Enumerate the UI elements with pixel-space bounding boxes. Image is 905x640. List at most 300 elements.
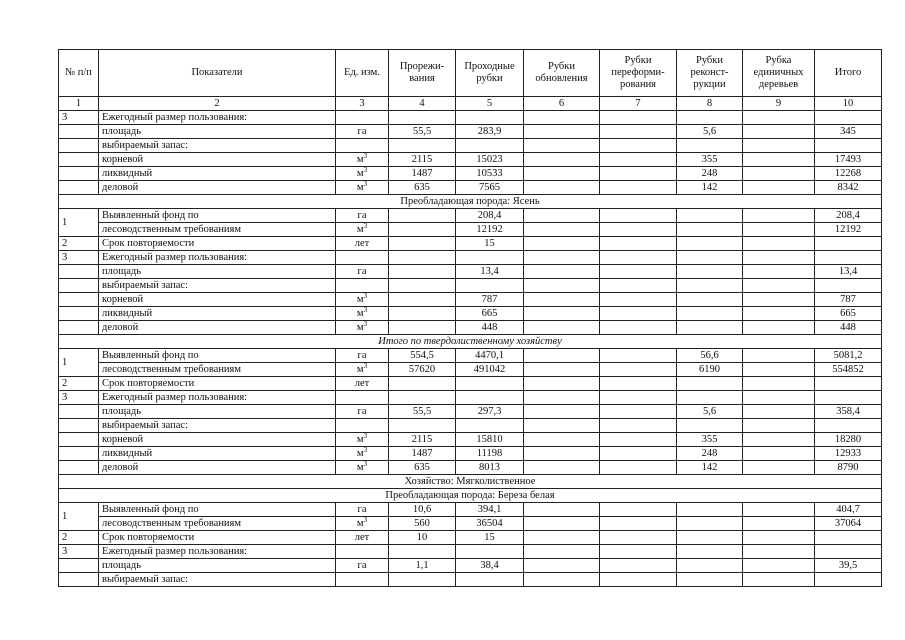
unit-cell: $м^3$ — [336, 167, 389, 181]
indicator-name: ликвидный — [99, 307, 336, 321]
value-cell — [524, 531, 600, 545]
unit-cell: лет — [336, 531, 389, 545]
value-cell — [600, 559, 677, 573]
value-cell: 208,4 — [815, 209, 882, 223]
unit-cell: га — [336, 503, 389, 517]
value-cell: 5081,2 — [815, 349, 882, 363]
table-row — [59, 251, 882, 265]
value-cell — [743, 545, 815, 559]
value-cell — [743, 433, 815, 447]
value-cell: 1487 — [389, 167, 456, 181]
indicator-name: выбираемый запас: — [99, 573, 336, 587]
value-cell — [677, 531, 743, 545]
value-cell — [524, 125, 600, 139]
indicator-name: Срок повторяемости — [99, 237, 336, 251]
unit-superscript: 3 — [363, 432, 368, 440]
value-cell: 38,4 — [456, 559, 524, 573]
indicator-name: ликвидный — [99, 447, 336, 461]
indicator-name: ликвидный — [99, 167, 336, 181]
value-cell — [677, 419, 743, 433]
value-cell — [743, 559, 815, 573]
value-cell — [389, 573, 456, 587]
value-cell — [743, 405, 815, 419]
table-row — [59, 279, 882, 293]
unit-cell: $м^3$ — [336, 321, 389, 335]
column-number: 9 — [743, 97, 815, 111]
unit-cell — [336, 419, 389, 433]
value-cell — [743, 363, 815, 377]
value-cell — [389, 279, 456, 293]
value-cell — [600, 209, 677, 223]
row-number — [59, 321, 99, 335]
value-cell: 394,1 — [456, 503, 524, 517]
value-cell — [389, 391, 456, 405]
table-row — [59, 503, 882, 517]
value-cell — [600, 279, 677, 293]
forest-use-table — [58, 49, 882, 587]
value-cell — [815, 139, 882, 153]
value-cell — [743, 349, 815, 363]
value-cell: 554852 — [815, 363, 882, 377]
value-cell — [524, 223, 600, 237]
row-number — [59, 559, 99, 573]
indicator-name: Срок повторяемости — [99, 377, 336, 391]
indicator-name: корневой — [99, 433, 336, 447]
value-cell: 635 — [389, 181, 456, 195]
value-cell: 7565 — [456, 181, 524, 195]
row-number: 3 — [59, 545, 99, 559]
value-cell — [456, 111, 524, 125]
value-cell — [524, 573, 600, 587]
indicator-name: Ежегодный размер пользования: — [99, 111, 336, 125]
value-cell: 10 — [389, 531, 456, 545]
value-cell — [524, 447, 600, 461]
column-number: 6 — [524, 97, 600, 111]
unit-superscript: 3 — [363, 320, 368, 328]
value-cell: 560 — [389, 517, 456, 531]
value-cell — [456, 251, 524, 265]
value-cell: 345 — [815, 125, 882, 139]
column-number-row — [59, 97, 882, 111]
value-cell — [600, 391, 677, 405]
value-cell: 15 — [456, 531, 524, 545]
indicator-name: деловой — [99, 321, 336, 335]
value-cell — [600, 503, 677, 517]
value-cell — [389, 545, 456, 559]
value-cell — [524, 293, 600, 307]
value-cell — [600, 545, 677, 559]
value-cell — [524, 139, 600, 153]
value-cell — [524, 391, 600, 405]
value-cell — [389, 111, 456, 125]
value-cell — [524, 363, 600, 377]
unit-cell: $м^3$ — [336, 181, 389, 195]
value-cell: 358,4 — [815, 405, 882, 419]
value-cell — [524, 321, 600, 335]
value-cell: 248 — [677, 447, 743, 461]
value-cell — [600, 419, 677, 433]
value-cell — [743, 391, 815, 405]
indicator-name: Выявленный фонд по — [99, 209, 336, 223]
value-cell — [677, 377, 743, 391]
indicator-name: корневой — [99, 293, 336, 307]
indicator-name: площадь — [99, 405, 336, 419]
value-cell: 12268 — [815, 167, 882, 181]
value-cell — [524, 111, 600, 125]
value-cell: 37064 — [815, 517, 882, 531]
unit-superscript: 3 — [363, 446, 368, 454]
value-cell: 142 — [677, 461, 743, 475]
value-cell — [389, 377, 456, 391]
value-cell: 12933 — [815, 447, 882, 461]
col-header-reformation-cuts: Рубки переформи-рования — [600, 50, 677, 97]
value-cell: 8790 — [815, 461, 882, 475]
unit-superscript: 3 — [363, 292, 368, 300]
value-cell: 2115 — [389, 433, 456, 447]
value-cell — [600, 531, 677, 545]
value-cell — [600, 307, 677, 321]
value-cell: 283,9 — [456, 125, 524, 139]
value-cell: 12192 — [456, 223, 524, 237]
table-row — [59, 167, 882, 181]
value-cell — [600, 573, 677, 587]
value-cell — [456, 139, 524, 153]
unit-cell — [336, 111, 389, 125]
table-row — [59, 321, 882, 335]
unit-cell: га — [336, 125, 389, 139]
row-number — [59, 293, 99, 307]
value-cell — [677, 517, 743, 531]
value-cell — [524, 153, 600, 167]
value-cell — [600, 167, 677, 181]
table-row — [59, 419, 882, 433]
unit-cell: га — [336, 209, 389, 223]
row-number: 3 — [59, 251, 99, 265]
value-cell — [389, 251, 456, 265]
unit-cell — [336, 139, 389, 153]
unit-cell: лет — [336, 237, 389, 251]
value-cell — [524, 405, 600, 419]
unit-cell — [336, 279, 389, 293]
unit-cell: $м^3$ — [336, 447, 389, 461]
value-cell — [677, 503, 743, 517]
column-number: 3 — [336, 97, 389, 111]
value-cell — [600, 363, 677, 377]
col-header-unit: Ед. изм. — [336, 50, 389, 97]
indicator-name: деловой — [99, 181, 336, 195]
value-cell — [389, 293, 456, 307]
table-row — [59, 307, 882, 321]
value-cell: 5,6 — [677, 125, 743, 139]
unit-cell — [336, 251, 389, 265]
value-cell — [743, 503, 815, 517]
value-cell — [524, 349, 600, 363]
value-cell — [524, 419, 600, 433]
table-row — [59, 531, 882, 545]
table-row — [59, 293, 882, 307]
value-cell — [456, 419, 524, 433]
row-number — [59, 405, 99, 419]
unit-superscript: 3 — [363, 180, 368, 188]
value-cell — [677, 321, 743, 335]
value-cell: 5,6 — [677, 405, 743, 419]
value-cell — [600, 461, 677, 475]
value-cell — [524, 279, 600, 293]
value-cell: 8342 — [815, 181, 882, 195]
value-cell — [743, 251, 815, 265]
value-cell — [389, 265, 456, 279]
value-cell: 554,5 — [389, 349, 456, 363]
value-cell: 2115 — [389, 153, 456, 167]
indicator-name: Ежегодный размер пользования: — [99, 251, 336, 265]
value-cell — [524, 461, 600, 475]
table-row — [59, 573, 882, 587]
value-cell — [600, 223, 677, 237]
value-cell — [524, 517, 600, 531]
value-cell — [743, 153, 815, 167]
value-cell — [389, 307, 456, 321]
unit-superscript: 3 — [363, 152, 368, 160]
value-cell: 4470,1 — [456, 349, 524, 363]
indicator-name: Выявленный фонд по — [99, 349, 336, 363]
unit-cell: га — [336, 405, 389, 419]
section-title: Хозяйство: Мягколиственное — [59, 475, 882, 489]
column-number: 10 — [815, 97, 882, 111]
section-row — [59, 489, 882, 503]
value-cell — [677, 391, 743, 405]
column-number: 7 — [600, 97, 677, 111]
unit-superscript: 3 — [363, 362, 368, 370]
value-cell: 13,4 — [456, 265, 524, 279]
value-cell — [677, 139, 743, 153]
value-cell — [743, 419, 815, 433]
table-row — [59, 545, 882, 559]
value-cell: 15023 — [456, 153, 524, 167]
value-cell — [389, 209, 456, 223]
value-cell — [524, 237, 600, 251]
value-cell: 10533 — [456, 167, 524, 181]
indicator-name: Ежегодный размер пользования: — [99, 545, 336, 559]
value-cell: 57620 — [389, 363, 456, 377]
value-cell — [600, 265, 677, 279]
value-cell: 404,7 — [815, 503, 882, 517]
value-cell: 11198 — [456, 447, 524, 461]
value-cell: 248 — [677, 167, 743, 181]
table-row — [59, 405, 882, 419]
unit-cell: $м^3$ — [336, 363, 389, 377]
value-cell — [743, 377, 815, 391]
value-cell — [524, 545, 600, 559]
indicator-name: деловой — [99, 461, 336, 475]
value-cell — [389, 139, 456, 153]
value-cell: 635 — [389, 461, 456, 475]
value-cell — [815, 391, 882, 405]
value-cell — [524, 181, 600, 195]
value-cell — [600, 293, 677, 307]
row-number: 3 — [59, 111, 99, 125]
value-cell: 56,6 — [677, 349, 743, 363]
row-number — [59, 433, 99, 447]
value-cell — [743, 209, 815, 223]
value-cell — [743, 307, 815, 321]
table-row — [59, 559, 882, 573]
unit-cell: $м^3$ — [336, 223, 389, 237]
value-cell — [456, 377, 524, 391]
value-cell — [815, 251, 882, 265]
value-cell — [389, 223, 456, 237]
value-cell: 55,5 — [389, 405, 456, 419]
value-cell: 787 — [815, 293, 882, 307]
value-cell — [677, 223, 743, 237]
value-cell — [524, 307, 600, 321]
value-cell: 10,6 — [389, 503, 456, 517]
row-number: 1 — [59, 209, 99, 237]
value-cell — [600, 111, 677, 125]
unit-cell: га — [336, 559, 389, 573]
table-row — [59, 223, 882, 237]
value-cell — [677, 237, 743, 251]
value-cell — [677, 307, 743, 321]
value-cell: 15 — [456, 237, 524, 251]
value-cell — [600, 517, 677, 531]
value-cell — [743, 573, 815, 587]
column-number: 1 — [59, 97, 99, 111]
value-cell — [743, 447, 815, 461]
value-cell — [743, 321, 815, 335]
value-cell — [677, 265, 743, 279]
value-cell — [524, 559, 600, 573]
row-number — [59, 167, 99, 181]
value-cell: 1487 — [389, 447, 456, 461]
value-cell: 55,5 — [389, 125, 456, 139]
row-number: 1 — [59, 349, 99, 377]
section-row — [59, 475, 882, 489]
value-cell — [456, 391, 524, 405]
value-cell — [524, 377, 600, 391]
value-cell — [600, 405, 677, 419]
value-cell: 13,4 — [815, 265, 882, 279]
row-number: 3 — [59, 391, 99, 405]
value-cell — [600, 321, 677, 335]
value-cell — [815, 531, 882, 545]
row-number — [59, 419, 99, 433]
table-row — [59, 181, 882, 195]
col-header-num: № п/п — [59, 50, 99, 97]
col-header-passage-cuts: Проходные рубки — [456, 50, 524, 97]
table-row — [59, 111, 882, 125]
unit-cell: $м^3$ — [336, 153, 389, 167]
row-number — [59, 279, 99, 293]
indicator-name: выбираемый запас: — [99, 279, 336, 293]
table-row — [59, 153, 882, 167]
unit-superscript: 3 — [363, 516, 368, 524]
value-cell — [743, 265, 815, 279]
value-cell: 491042 — [456, 363, 524, 377]
section-title: Преобладающая порода: Ясень — [59, 195, 882, 209]
column-number: 4 — [389, 97, 456, 111]
indicator-name: Выявленный фонд по — [99, 503, 336, 517]
table-row — [59, 125, 882, 139]
value-cell — [815, 111, 882, 125]
section-row — [59, 335, 882, 349]
value-cell — [389, 419, 456, 433]
indicator-name: площадь — [99, 559, 336, 573]
section-title: Преобладающая порода: Береза белая — [59, 489, 882, 503]
unit-cell — [336, 573, 389, 587]
value-cell — [743, 237, 815, 251]
value-cell — [677, 559, 743, 573]
col-header-renewal-cuts: Рубки обновления — [524, 50, 600, 97]
col-header-thinning: Прорежи-вания — [389, 50, 456, 97]
value-cell: 15810 — [456, 433, 524, 447]
value-cell: 665 — [456, 307, 524, 321]
value-cell — [815, 279, 882, 293]
unit-cell: $м^3$ — [336, 461, 389, 475]
value-cell — [743, 461, 815, 475]
value-cell — [677, 251, 743, 265]
value-cell — [600, 349, 677, 363]
row-number: 2 — [59, 237, 99, 251]
value-cell — [389, 237, 456, 251]
value-cell — [456, 545, 524, 559]
value-cell — [600, 181, 677, 195]
value-cell — [677, 293, 743, 307]
indicator-name: Ежегодный размер пользования: — [99, 391, 336, 405]
row-number — [59, 307, 99, 321]
value-cell — [815, 237, 882, 251]
table-row — [59, 391, 882, 405]
row-number — [59, 461, 99, 475]
value-cell: 18280 — [815, 433, 882, 447]
value-cell — [456, 279, 524, 293]
indicator-name: выбираемый запас: — [99, 419, 336, 433]
value-cell — [677, 545, 743, 559]
value-cell — [743, 517, 815, 531]
col-header-reconstruction-cuts: Рубки реконст-рукции — [677, 50, 743, 97]
value-cell — [600, 153, 677, 167]
indicator-name: площадь — [99, 125, 336, 139]
table-row — [59, 349, 882, 363]
row-number — [59, 153, 99, 167]
value-cell: 787 — [456, 293, 524, 307]
value-cell: 39,5 — [815, 559, 882, 573]
value-cell — [743, 111, 815, 125]
value-cell — [389, 321, 456, 335]
row-number — [59, 265, 99, 279]
row-number — [59, 181, 99, 195]
indicator-name: Срок повторяемости — [99, 531, 336, 545]
indicator-name: лесоводственным требованиям — [99, 223, 336, 237]
value-cell — [524, 209, 600, 223]
value-cell: 665 — [815, 307, 882, 321]
table-row — [59, 433, 882, 447]
unit-superscript: 3 — [363, 306, 368, 314]
unit-cell: га — [336, 265, 389, 279]
indicator-name: лесоводственным требованиям — [99, 363, 336, 377]
unit-superscript: 3 — [363, 222, 368, 230]
value-cell — [743, 125, 815, 139]
value-cell — [524, 265, 600, 279]
value-cell — [677, 111, 743, 125]
column-number: 2 — [99, 97, 336, 111]
row-number — [59, 447, 99, 461]
value-cell — [743, 139, 815, 153]
table-row — [59, 209, 882, 223]
value-cell — [743, 223, 815, 237]
value-cell — [600, 139, 677, 153]
unit-superscript: 3 — [363, 166, 368, 174]
table-row — [59, 461, 882, 475]
